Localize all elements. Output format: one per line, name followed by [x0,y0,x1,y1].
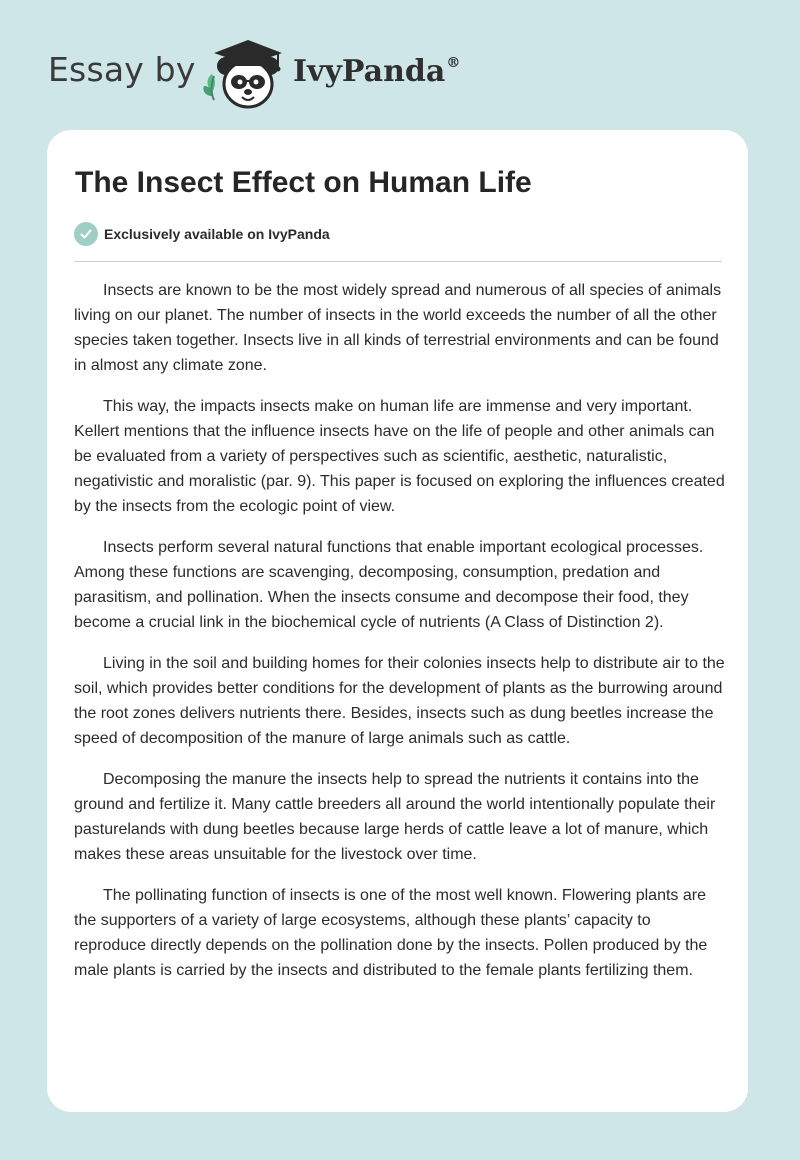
registered-mark: ® [446,55,461,71]
essay-body [74,278,726,999]
badge-label: Exclusively available on IvyPanda [104,226,330,242]
brand-name-text: IvyPanda [293,54,446,89]
paragraph: Insects perform several natural functions that enable important ecological processes. Among these functions are scavenging, decomposing, consumption, predation and parasitism, and pollination. When the insects consume and decompose their food, they become a crucial link in the biochemical cycle of nutrients (A Class of Distinction 2). [74,539,704,631]
paragraph: The pollinating function of insects is one of the most well known. Flowering plants are the supporters of a variety of large ecosystems, although these plants’ capacity to reproduce directly depends on the pollination done by the insects. Pollen produced by the male plants is carried by the insects and distributed to the female plants fertilizing them. [74,887,708,979]
essay-card [47,130,748,1112]
paragraph: Decomposing the manure the insects help to spread the nutrients it contains into the ground and fertilize it. Many cattle breeders all around the world intentionally populate their pasturelands with dung beetles because large herds of cattle leave a lot of manure, which makes these areas unsuitable for the livestock over time. [74,771,716,863]
brand-name[interactable] [293,54,460,89]
paragraph: Living in the soil and building homes for their colonies insects help to distribute air to the soil, which provides better conditions for the development of plants as the burrowing around the root zones delivers nutrients there. Besides, insects such as dung beetles increase the speed of decomposition of the manure of large animals such as cattle. [74,655,725,747]
divider [74,261,722,262]
brand-prefix: Essay by [48,50,196,89]
paragraph: This way, the impacts insects make on human life are immense and very important. Kellert mentions that the influence insects have on the life of people and other animals can be evaluated from a variety of perspectives such as scientific, aesthetic, naturalistic, negativistic and moralistic (par. 9). This paper is focused on exploring the influences created by the insects from the ecologic point of view. [74,398,725,515]
paragraph: Insects are known to be the most widely spread and numerous of all species of animals living on our planet. The number of insects in the world exceeds the number of all the other species taken together. Insects live in all kinds of terrestrial environments and can be found in almost any climate zone. [74,282,722,374]
check-circle-icon [74,222,98,246]
page-title: The Insect Effect on Human Life [75,166,532,199]
panda-graduation-cap-icon[interactable] [200,36,290,110]
exclusive-badge [74,222,330,246]
site-header [0,0,800,130]
